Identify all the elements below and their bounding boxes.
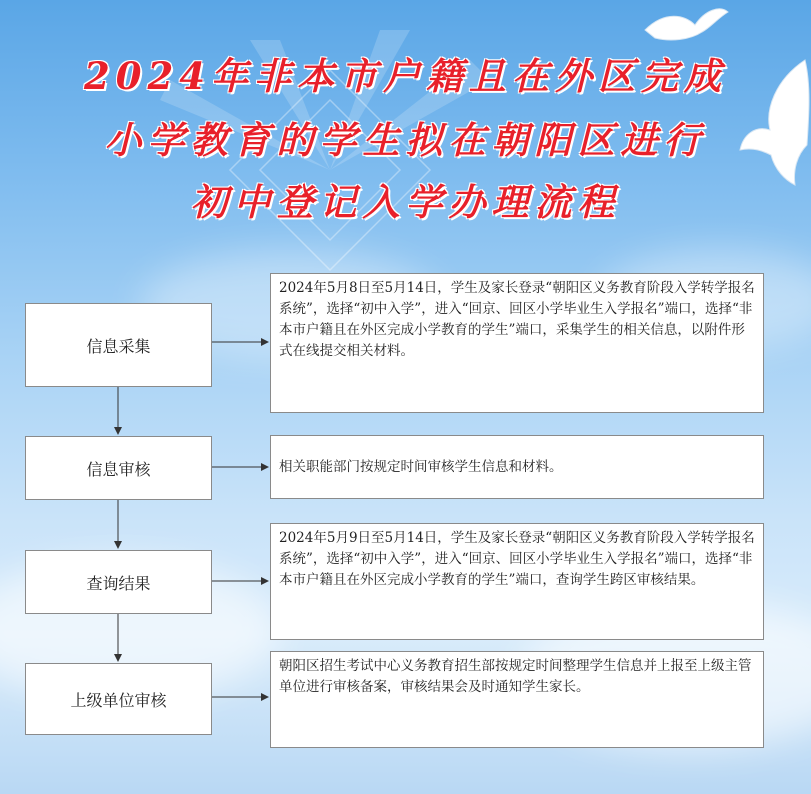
step-box-info-collection: 信息采集 [25,303,212,387]
step-box-info-review: 信息审核 [25,436,212,500]
step-desc-info-collection: 2024年5月8日至5月14日，学生及家长登录“朝阳区义务教育阶段入学转学报名系统”，选择“初中入学”，进入“回京、回区小学毕业生入学报名”端口，选择“非本市户籍且在外区完成小学教育的学生”端口，采集学生的相关信息，以附件形式在线提交相关材料。 [270,273,764,413]
page-title-line-3: 初中登记入学办理流程 [190,180,621,224]
step-desc-info-review [270,435,764,499]
step-desc-query-result: 2024年5月9日至5月14日，学生及家长登录“朝阳区义务教育阶段入学转学报名系统”，选择“初中入学”，进入“回京、回区小学毕业生入学报名”端口，选择“非本市户籍且在外区完成小学教育的学生”端口，查询学生跨区审核结果。 [270,523,764,640]
step-desc-info-review-text: 相关职能部门按规定时间审核学生信息和材料。 [279,458,563,475]
step-box-higher-review: 上级单位审核 [25,663,212,735]
page-title-line-1: 2024年非本市户籍且在外区完成 [84,54,727,98]
page-title-line-2: 小学教育的学生拟在朝阳区进行 [104,118,707,162]
step-desc-higher-review: 朝阳区招生考试中心义务教育招生部按规定时间整理学生信息并上报至上级主管单位进行审核备案，审核结果会及时通知学生家长。 [270,651,764,748]
step-box-query-result: 查询结果 [25,550,212,614]
